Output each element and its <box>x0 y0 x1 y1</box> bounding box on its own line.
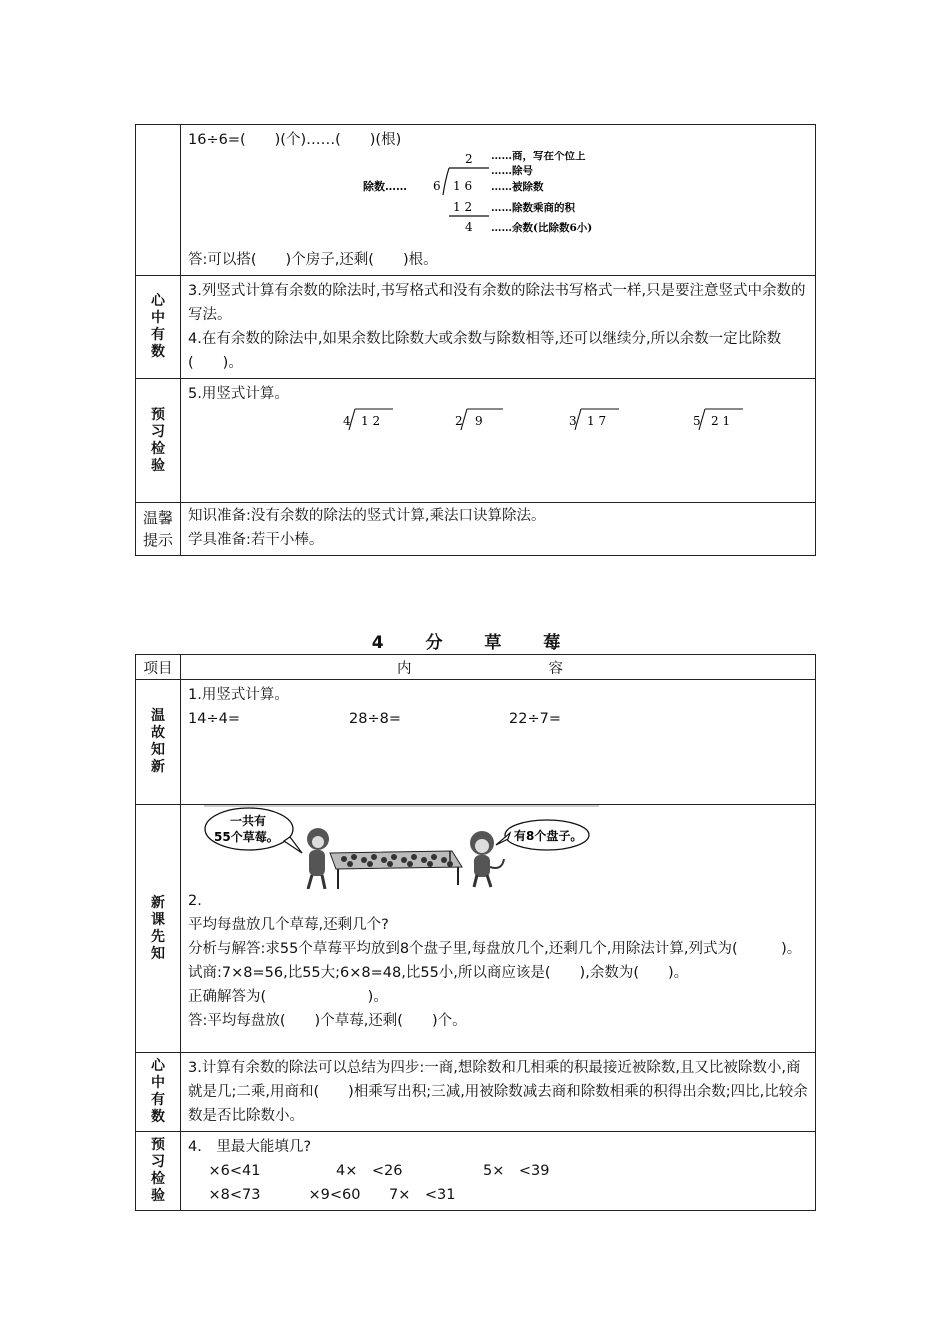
tips-row <box>136 276 816 379</box>
problem-3 <box>569 409 619 430</box>
review-row <box>136 680 816 805</box>
expr-3: 22÷7= <box>509 711 561 727</box>
empty-label-cell <box>136 125 181 276</box>
strawberry-table-icon <box>330 851 462 889</box>
new-lesson-row <box>136 805 816 1053</box>
annotation-product: ……除数乘商的积 <box>491 202 575 214</box>
annotation-quotient: ……商，写在个位上 <box>491 151 586 162</box>
header-content: 内 容 <box>181 655 816 680</box>
inequality-1-2: 4× <26 <box>336 1163 403 1179</box>
inequality-2-1: ×8<73 <box>194 1187 261 1203</box>
monkey-left-icon <box>307 828 329 889</box>
problem-1-divisor: 4 <box>343 414 351 428</box>
left-bubble-line-1: 一共有 <box>230 814 267 828</box>
expr-row <box>188 707 808 731</box>
inequality-row-1 <box>188 1159 808 1183</box>
trial-quotient-text: 试商:7×8=56,比55大;6×8=48,比55小,所以商应该是( ),余数为( )。 <box>188 965 689 981</box>
row-label-wengu: 温故知新 <box>151 708 165 775</box>
problem-2 <box>455 409 503 430</box>
inequality-2-3: 7× <31 <box>389 1187 456 1203</box>
section-title: 4 分 草 莓 <box>371 633 579 653</box>
problem-1-dividend: 1 2 <box>361 414 381 428</box>
knowledge-prep: 知识准备:没有余数的除法的竖式计算,乘法口诀算除法。 <box>188 508 546 524</box>
practice-row <box>136 1132 816 1211</box>
product-digits: 1 2 <box>453 200 473 214</box>
problem-3-divisor: 3 <box>569 414 577 428</box>
division-bracket <box>443 168 449 195</box>
left-bubble-line-2: 55个草莓。 <box>214 830 279 844</box>
annotation-remainder: ……余数(比除数6小) <box>491 222 593 234</box>
inequality-1-1: ×6<41 <box>194 1163 261 1179</box>
question-1: 1.用竖式计算。 <box>188 687 289 703</box>
problem-1 <box>343 409 393 430</box>
row-label-xinzhongyoushu: 心中有数 <box>151 293 165 360</box>
header-row <box>136 655 816 680</box>
strawberry-illustration <box>204 805 604 889</box>
tip-3: 3.列竖式计算有余数的除法时,书写格式和没有余数的除法书写格式一样,只是要注意竖式中余数的写法。 <box>188 283 806 323</box>
question-5: 5.用竖式计算。 <box>188 386 289 402</box>
remainder-digit: 4 <box>465 220 473 234</box>
expr-2: 28÷8= <box>349 711 401 727</box>
row-label-xinke: 新课先知 <box>151 894 165 962</box>
problem-4-divisor: 5 <box>693 414 701 428</box>
analysis-text: 分析与解答:求55个草莓平均放到8个盘子里,每盘放几个,还剩几个,用除法计算,列式为( )。 <box>188 941 802 957</box>
inequality-1-3: 5× <39 <box>483 1163 550 1179</box>
upper-table <box>135 124 816 556</box>
question-2-text: 平均每盘放几个草莓,还剩几个? <box>188 917 389 933</box>
annotation-division-sign: ……除号 <box>491 165 533 177</box>
problem-2-dividend: 9 <box>475 414 483 428</box>
summary-row <box>136 1053 816 1132</box>
tools-prep: 学具准备:若干小棒。 <box>188 532 324 548</box>
correct-answer-text: 正确解答为( )。 <box>188 989 388 1005</box>
problem-2-divisor: 2 <box>455 414 463 428</box>
division-problems <box>281 403 801 443</box>
preview-check-row <box>136 379 816 503</box>
tip-4: 4.在有余数的除法中,如果余数比除数大或余数与除数相等,还可以继续分,所以余数一定比除数( )。 <box>188 331 782 371</box>
quotient-digit: 2 <box>465 152 473 166</box>
problem-4 <box>693 409 743 430</box>
annotation-dividend: ……被除数 <box>491 181 544 193</box>
dividend-digits: 1 6 <box>453 179 473 193</box>
lower-table <box>135 654 816 1211</box>
divisor-label: 除数…… <box>363 180 407 193</box>
monkey-right-icon <box>470 831 504 887</box>
problem-4-dividend: 2 1 <box>711 414 731 428</box>
row-label-xinzhong: 心中有数 <box>151 1058 165 1125</box>
final-answer-text: 答:平均每盘放( )个草莓,还剩( )个。 <box>188 1013 467 1029</box>
header-item: 项目 <box>136 655 181 680</box>
row-label-wenxin: 温馨 <box>142 509 173 527</box>
row-label-tishi: 提示 <box>142 531 173 549</box>
question-2-number: 2. <box>188 893 202 909</box>
expr-1: 14÷4= <box>188 711 240 727</box>
division-answer: 答:可以搭( )个房子,还剩( )根。 <box>188 252 438 268</box>
four-steps-text: 3.计算有余数的除法可以总结为四步:一商,想除数和几相乘的积最接近被除数,且又比被除数小,商就是几;二乘,用商和( )相乘写出积;三减,用被除数减去商和除数相乘的积得出余数;四比,比较余数是否比除数小。 <box>188 1060 808 1124</box>
problem-3-dividend: 1 7 <box>587 414 607 428</box>
division-example-row <box>136 125 816 276</box>
right-bubble-text: 有8个盘子。 <box>514 829 583 843</box>
inequality-2-2: ×9<60 <box>294 1187 361 1203</box>
divisor-digit: 6 <box>433 179 441 193</box>
inequality-row-2 <box>188 1183 808 1207</box>
reminder-row <box>136 503 816 556</box>
row-label-yuxi: 预习检验 <box>151 1137 165 1204</box>
question-4: 4. 里最大能填几? <box>188 1139 312 1155</box>
long-division-diagram <box>361 151 621 239</box>
division-equation: 16÷6=( )(个)……( )(根) <box>188 132 402 148</box>
row-label-yuxijianyan: 预习检验 <box>151 406 165 474</box>
